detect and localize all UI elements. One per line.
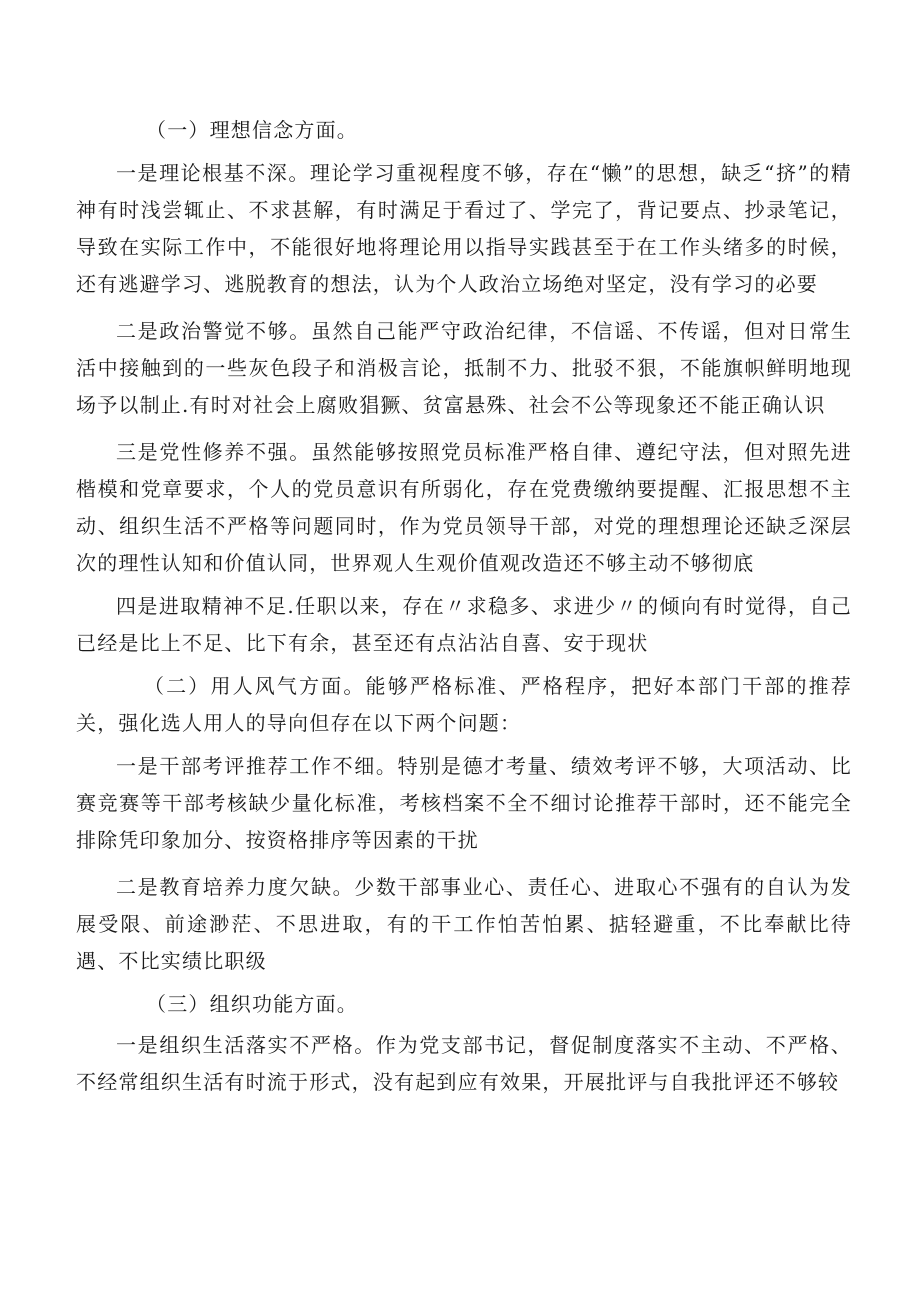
paragraph-education-training: 二是教育培养力度欠缺。少数干部事业心、责任心、进取心不强有的自认为发展受限、前途渺茫、不思进取，有的干工作怕苦怕累、掂轻避重，不比奉献比待遇、不比实绩比职级 — [76, 875, 852, 973]
paragraph-cadre-evaluation: 一是干部考评推荐工作不细。特别是德才考量、绩效考评不够，大项活动、比赛竞赛等干部考核缺少量化标准，考核档案不全不细讨论推荐干部时，还不能完全排除凭印象加分、按资格排序等因素的干扰 — [76, 754, 852, 852]
section-heading-organization: （三）组织功能方面。 — [146, 992, 358, 1016]
paragraph-organization-life: 一是组织生活落实不严格。作为党支部书记，督促制度落实不主动、不严格、不经常组织生活有时流于形式，没有起到应有效果，开展批评与自我批评还不够较 — [76, 1033, 852, 1094]
section-heading-personnel: （二）用人风气方面。能够严格标准、严格程序，把好本部门干部的推荐关，强化选人用人的导向但存在以下两个问题： — [76, 674, 852, 735]
section-heading-ideals: （一）理想信念方面。 — [146, 118, 358, 142]
paragraph-political-vigilance: 二是政治警觉不够。虽然自己能严守政治纪律，不信谣、不传谣，但对日常生活中接触到的一些灰色段子和消极言论，抵制不力、批驳不狠，不能旗帜鲜明地现场予以制止.有时对社会上腐败猖獗、贫富悬殊、社会不公等现象还不能正确认识 — [76, 319, 852, 417]
paragraph-enterprising-spirit: 四是进取精神不足.任职以来，存在〃求稳多、求进少〃的倾向有时觉得，自己已经是比上不足、比下有余，甚至还有点沾沾自喜、安于现状 — [76, 594, 852, 655]
paragraph-theory-foundation: 一是理论根基不深。理论学习重视程度不够，存在“懒”的思想，缺乏“挤”的精神有时浅尝辄止、不求甚解，有时满足于看过了、学完了，背记要点、抄录笔记，导致在实际工作中，不能很好地将理论用以指导实践甚至于在工作头绪多的时候，还有逃避学习、逃脱教育的想法，认为个人政治立场绝对坚定，没有学习的必要 — [76, 161, 852, 296]
paragraph-party-spirit: 三是党性修养不强。虽然能够按照党员标准严格自律、遵纪守法，但对照先进楷模和党章要求，个人的党员意识有所弱化，存在党费缴纳要提醒、汇报思想不主动、组织生活不严格等问题同时，作为党员领导干部，对党的理想理论还缺乏深层次的理性认知和价值认同，世界观人生观价值观改造还不够主动不够彻底 — [76, 440, 852, 575]
document-body — [76, 112, 852, 1101]
